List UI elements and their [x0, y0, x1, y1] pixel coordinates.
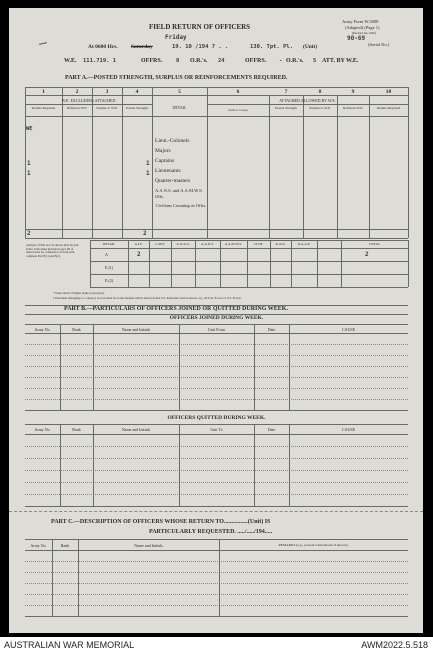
- header-details-required-att: Details Required: [376, 106, 401, 110]
- joined-header-unit-from: Unit From: [208, 327, 225, 332]
- we-label: W.E.: [64, 58, 77, 64]
- att-offrs-value: -: [279, 58, 283, 64]
- col4-lieutenants-value: 1: [146, 170, 150, 177]
- ors-label: O.R.'s.: [190, 58, 208, 64]
- quitted-header-unit-to: Unit To: [210, 427, 223, 432]
- footer-left: AUSTRALIAN WAR MEMORIAL: [4, 640, 135, 650]
- analysis-row-a: A: [105, 252, 108, 257]
- header-posted-strength-att: Posted Strength: [274, 106, 298, 110]
- quitted-header-rank: Rank: [72, 427, 81, 432]
- analysis-header-total: TOTAL: [368, 242, 381, 246]
- col-number-1: 1: [42, 89, 45, 95]
- form-sheet: [9, 8, 423, 633]
- col1-lieutenants-value: 1: [27, 170, 31, 177]
- footer-bar: [0, 637, 433, 653]
- att-ors-label: O.R.'s.: [286, 58, 304, 64]
- detail-header: DETAIL: [172, 105, 187, 110]
- col-number-7: 7: [284, 89, 288, 95]
- header-posted-strength: Posted Strength: [125, 106, 149, 110]
- col-number-3: 3: [105, 89, 109, 95]
- pen-mark: [39, 42, 47, 45]
- day-struck: Saturday: [131, 44, 153, 50]
- quitted-title: OFFICERS QUITTED DURING WEEK.: [167, 415, 266, 421]
- att-offrs-label: OFFRS.: [245, 58, 267, 64]
- rank-captains: Captains: [155, 158, 175, 164]
- col-number-8: 8: [318, 89, 322, 95]
- part-c-header-army-no: Army No.: [30, 543, 47, 548]
- part-c-header-rank: Rank: [60, 543, 70, 548]
- group-attached-allowed: ATTACHED ALLOWED BY W.E.: [279, 98, 336, 103]
- att-ors-value: 5: [313, 58, 317, 64]
- header-arm-corps: Arm or Corps: [228, 108, 248, 112]
- joined-header-rank: Rank: [72, 327, 81, 332]
- rank-majors: Majors: [155, 148, 171, 154]
- analysis-header-civil: CIVIL: [253, 242, 264, 246]
- joined-header-name: Name and Initials: [121, 327, 151, 332]
- joined-header-army-no: Army No.: [34, 327, 51, 332]
- we-handwritten-mark: WE: [26, 126, 33, 132]
- army-form-line-1: Army Form W.3008: [342, 19, 379, 24]
- analysis-header-detail: DETAIL: [102, 242, 116, 246]
- header-deficient-att: Deficient W.E.: [342, 106, 364, 110]
- rank-lieutenants: Lieutenants: [155, 168, 181, 174]
- ors-value: 24: [218, 58, 225, 64]
- quitted-header-army-no: Army No.: [34, 427, 51, 432]
- group-we-excluding: W.E. EXCLUDING ATTACHED: [61, 98, 116, 103]
- header-surplus: Surplus to W.E.: [96, 106, 118, 110]
- footnote-2: † Personnel belonging to a category not provided for in the analysis will be shown in this Col. Particulars will be shown, e.g., 20 U.K. Forces or U.S. Forces.: [53, 296, 242, 300]
- rank-quarter-masters: Quarter-masters: [155, 178, 191, 184]
- army-form-line-3: (Revised Jan, 1945): [352, 31, 376, 35]
- serial-number: 90-69: [347, 35, 366, 42]
- header-deficient: Deficient W.E.: [66, 106, 88, 110]
- col1-total-value: 2: [27, 230, 31, 237]
- att-label: ATT. BY W.E.: [322, 58, 359, 64]
- part-c-header-name: Name and Initials: [134, 543, 163, 548]
- analysis-row-e1: E.(1): [105, 265, 114, 270]
- return-date: 19. 10 /194 7 . .: [172, 44, 229, 50]
- quitted-header-cause: CAUSE: [341, 427, 356, 432]
- part-c-header-remarks: REMARKS (e.g., present whereabouts if known).: [278, 543, 349, 547]
- part-c-title-line-1: PART C.—DESCRIPTION OF OFFICERS WHOSE RETURN TO................(Unit) IS: [51, 519, 271, 525]
- joined-header-date: Date: [267, 327, 276, 332]
- rank-civilians: Civilians Counting as Offrs.: [155, 203, 207, 208]
- col1-captains-value: 1: [27, 160, 31, 167]
- quitted-header-name: Name and Initials: [121, 427, 151, 432]
- analysis-header-aans: A.A.N.S.: [200, 242, 215, 246]
- analysis-total-value: 2: [365, 251, 369, 258]
- analysis-header-raaf: R.A.A.F.: [297, 242, 311, 246]
- col4-total-value: 2: [143, 230, 147, 237]
- unit-value: 130. Tpt. Pl.: [250, 44, 294, 50]
- footnote-1: * Insert detail of higher ranks as necessary.: [53, 291, 105, 295]
- analysis-header-aamws: A.A.M.W.S.: [224, 242, 243, 246]
- header-surplus-att: Surplus to W.E.: [309, 106, 331, 110]
- rank-lieut-colonels: Lieut.-Colonels: [155, 138, 190, 144]
- col-number-4: 4: [135, 89, 139, 95]
- col-number-9: 9: [351, 89, 355, 95]
- analysis-row-e2: E.(2): [105, 278, 114, 283]
- part-a-title: PART A.—POSTED STRENGTH, SURPLUS OR REINFORCEMENTS REQUIRED.: [65, 75, 288, 81]
- analysis-note: Analysis of Part A to be shown here by ALL Units. Units must include in para. 80 of instructions for completion of form with complete Part E(1) and E(2).: [26, 243, 80, 258]
- we-value: 111.719. 1: [83, 58, 117, 64]
- army-form-line-2: (Adapted) (Page 1): [345, 25, 380, 30]
- part-c-title-line-2: PARTICULARLY REQUESTED. ...../...../194.....: [149, 529, 273, 535]
- analysis-header-aif: A.I.F.: [134, 242, 143, 246]
- footer-right: AWM2022.5.518: [361, 640, 428, 650]
- col4-captains-value: 1: [146, 160, 150, 167]
- analysis-aif-value: 2: [137, 251, 141, 258]
- col-number-6: 6: [236, 89, 240, 95]
- offrs-value: 8: [176, 58, 180, 64]
- joined-header-cause: CAUSE: [341, 327, 356, 332]
- form-title: FIELD RETURN OF OFFICERS: [149, 23, 251, 31]
- time-label: At 0600 Hrs.: [88, 44, 118, 50]
- offrs-label: OFFRS.: [141, 58, 163, 64]
- col-number-10: 10: [385, 89, 392, 95]
- joined-title: OFFICERS JOINED DURING WEEK.: [169, 315, 264, 321]
- analysis-header-ran: R.A.N.: [275, 242, 286, 246]
- analysis-header-cmf: C.M.F.: [155, 242, 165, 246]
- day-typed: Friday: [165, 34, 187, 41]
- col-number-5: 5: [178, 89, 181, 95]
- unit-label: (Unit): [303, 44, 318, 50]
- part-b-title: PART B.—PARTICULARS OF OFFICERS JOINED OR QUITTED DURING WEEK.: [64, 306, 288, 312]
- serial-label: (Serial No.): [368, 42, 390, 47]
- quitted-header-date: Date: [267, 427, 276, 432]
- header-details-required: Details Required: [31, 106, 56, 110]
- analysis-header-awas: A.W.A.S.: [176, 242, 190, 246]
- rank-aans-aamws: A.A.N.S. and A.A.M.W.S. Offs.: [155, 188, 203, 199]
- col-number-2: 2: [75, 89, 79, 95]
